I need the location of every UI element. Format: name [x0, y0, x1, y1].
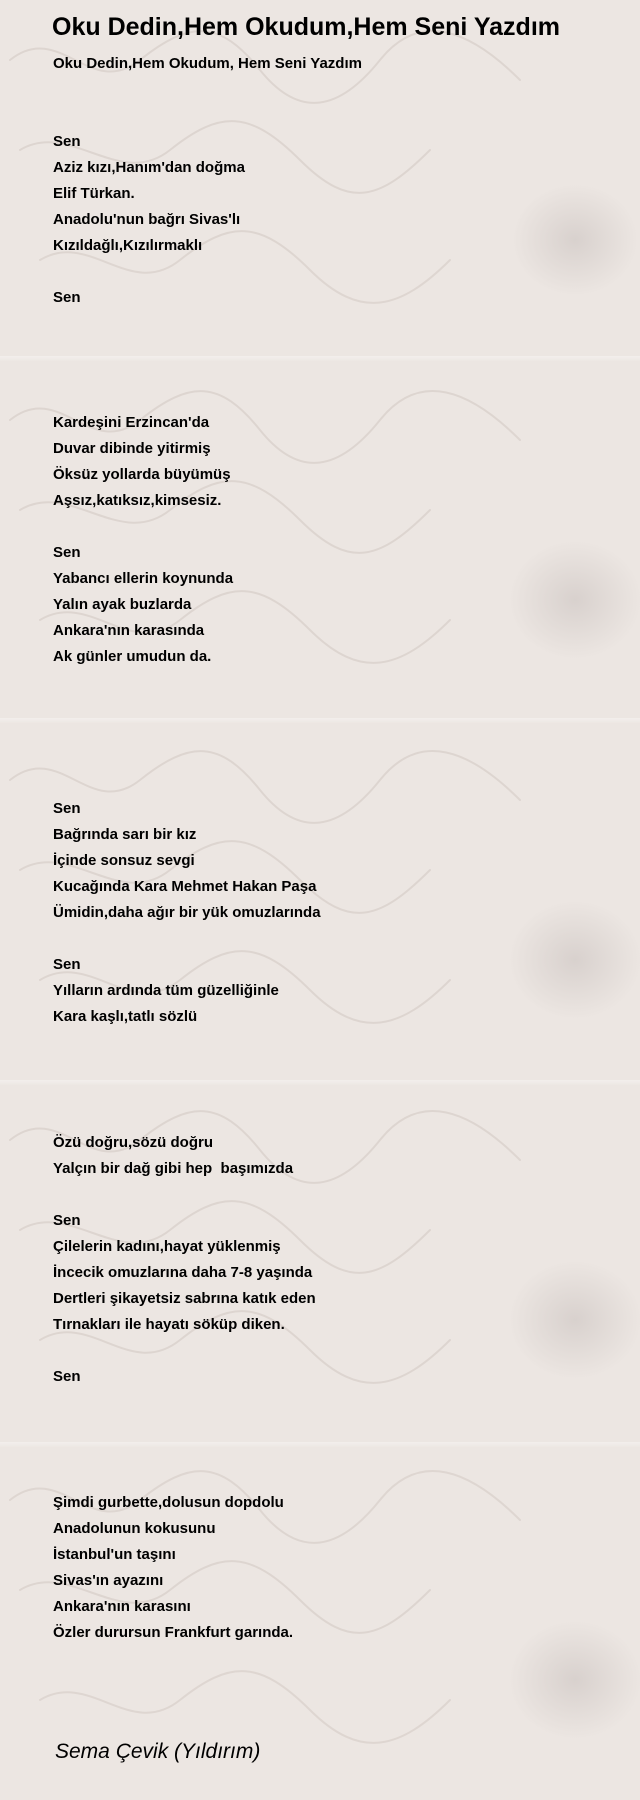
- poem-line: Aşsız,katıksız,kimsesiz.: [53, 492, 222, 509]
- poem-line: Tırnakları ile hayatı söküp diken.: [53, 1316, 285, 1333]
- poem-line: Ankara'nın karasında: [53, 622, 205, 639]
- poem-line: Kara kaşlı,tatlı sözlü: [53, 1008, 198, 1025]
- poem-subtitle: Oku Dedin,Hem Okudum, Hem Seni Yazdım: [53, 55, 362, 72]
- poem-line: Yılların ardında tüm güzelliğinle: [53, 982, 279, 999]
- poem-title: Oku Dedin,Hem Okudum,Hem Seni Yazdım: [52, 13, 560, 41]
- poem-author: Sema Çevik (Yıldırım): [55, 1740, 261, 1763]
- poem-line: Sivas'ın ayazını: [53, 1572, 164, 1589]
- poem-line: Çilelerin kadını,hayat yüklenmiş: [53, 1238, 281, 1255]
- poem-line: Öksüz yollarda büyümüş: [53, 466, 231, 483]
- poem-line: Sen: [53, 956, 81, 973]
- poem-line: Sen: [53, 800, 81, 817]
- poem-line: İncecik omuzlarına daha 7-8 yaşında: [53, 1264, 313, 1281]
- poem-line: Sen: [53, 1368, 81, 1385]
- poem-line: Ak günler umudun da.: [53, 648, 212, 665]
- poem-line: İstanbul'un taşını: [53, 1546, 176, 1563]
- poem-line: Elif Türkan.: [53, 185, 135, 202]
- poem-line: İçinde sonsuz sevgi: [53, 852, 195, 869]
- poem-line: Yalın ayak buzlarda: [53, 596, 192, 613]
- poem-line: Aziz kızı,Hanım'dan doğma: [53, 159, 245, 176]
- poem-line: Kardeşini Erzincan'da: [53, 414, 210, 431]
- poem-line: Sen: [53, 1212, 81, 1229]
- poem-line: Anadolunun kokusunu: [53, 1520, 216, 1537]
- poem-line: Kucağında Kara Mehmet Hakan Paşa: [53, 878, 317, 895]
- poem-line: Ümidin,daha ağır bir yük omuzlarında: [53, 904, 321, 921]
- poem-line: Sen: [53, 289, 81, 306]
- poem-line: Anadolu'nun bağrı Sivas'lı: [53, 211, 241, 228]
- poem-line: Ankara'nın karasını: [53, 1598, 191, 1615]
- poem-line: Şimdi gurbette,dolusun dopdolu: [53, 1494, 284, 1511]
- poem-line: Kızıldağlı,Kızılırmaklı: [53, 237, 203, 254]
- poem-line: Özü doğru,sözü doğru: [53, 1134, 213, 1151]
- poem-line: Özler durursun Frankfurt garında.: [53, 1624, 294, 1641]
- poem-line: Dertleri şikayetsiz sabrına katık eden: [53, 1290, 316, 1307]
- poem-line: Yalçın bir dağ gibi hep başımızda: [53, 1160, 294, 1177]
- poem-line: Bağrında sarı bir kız: [53, 826, 197, 843]
- poem-line: Sen: [53, 133, 81, 150]
- poem-line: Duvar dibinde yitirmiş: [53, 440, 211, 457]
- poem-line: Sen: [53, 544, 81, 561]
- poem-line: Yabancı ellerin koynunda: [53, 570, 234, 587]
